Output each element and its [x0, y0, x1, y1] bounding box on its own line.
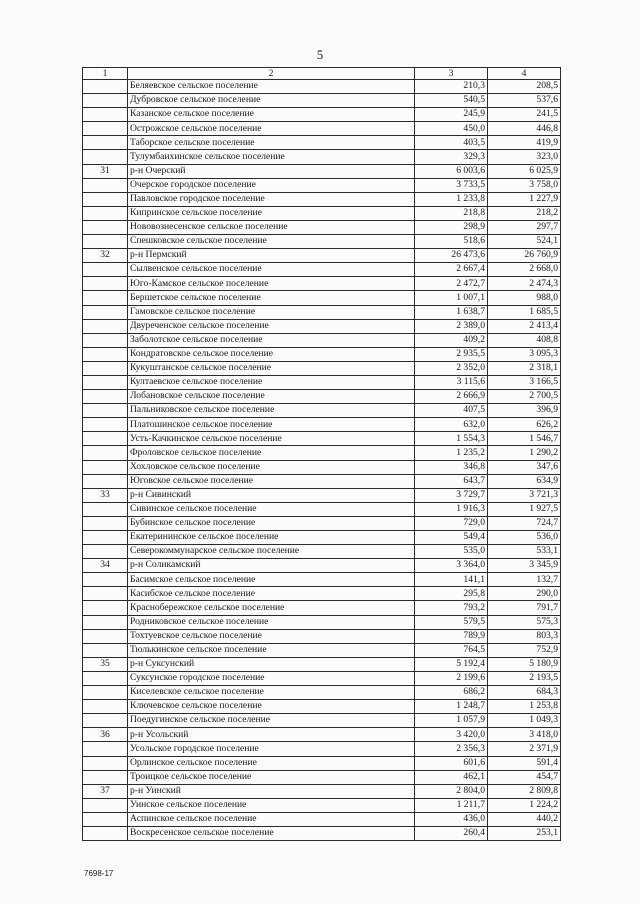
settlement-name: Поедугинское сельское поселение	[128, 714, 415, 728]
header-col-4: 4	[488, 68, 561, 80]
settlement-name: р-н Соликамский	[128, 559, 415, 573]
value-col-3: 729,0	[415, 516, 488, 530]
row-number	[83, 390, 128, 404]
table-row	[83, 474, 561, 488]
value-col-4: 290,0	[488, 587, 561, 601]
row-number	[83, 742, 128, 756]
table-row	[83, 333, 561, 347]
row-number	[83, 94, 128, 108]
value-col-3: 1 057,9	[415, 714, 488, 728]
value-col-4: 5 180,9	[488, 657, 561, 671]
row-number: 37	[83, 784, 128, 798]
value-col-3: 1 916,3	[415, 502, 488, 516]
value-col-4: 3 166,5	[488, 375, 561, 389]
value-col-4: 3 721,3	[488, 488, 561, 502]
table-row	[83, 629, 561, 643]
row-number	[83, 826, 128, 840]
settlement-name: Екатерининское сельское поселение	[128, 531, 415, 545]
table-row	[83, 235, 561, 249]
row-number	[83, 700, 128, 714]
value-col-4: 575,3	[488, 615, 561, 629]
settlement-name: Северокоммунарское сельское поселение	[128, 545, 415, 559]
table-row	[83, 361, 561, 375]
row-number: 32	[83, 249, 128, 263]
row-number	[83, 192, 128, 206]
value-col-3: 2 804,0	[415, 784, 488, 798]
value-col-4: 533,1	[488, 545, 561, 559]
value-col-3: 2 667,4	[415, 263, 488, 277]
settlement-name: Орлинское сельское поселение	[128, 756, 415, 770]
row-number	[83, 686, 128, 700]
table-row	[83, 657, 561, 671]
row-number	[83, 277, 128, 291]
settlement-name: Двуреченское сельское поселение	[128, 319, 415, 333]
settlement-name: Очерское городское поселение	[128, 178, 415, 192]
table-row	[83, 826, 561, 840]
settlement-name: Воскресенское сельское поселение	[128, 826, 415, 840]
value-col-4: 2 318,1	[488, 361, 561, 375]
value-col-3: 6 003,6	[415, 164, 488, 178]
value-col-4: 2 474,3	[488, 277, 561, 291]
value-col-3: 1 007,1	[415, 291, 488, 305]
settlement-name: Нововознесенское сельское поселение	[128, 220, 415, 234]
table-row	[83, 277, 561, 291]
value-col-3: 450,0	[415, 122, 488, 136]
table-row	[83, 756, 561, 770]
value-col-4: 2 413,4	[488, 319, 561, 333]
table-row	[83, 80, 561, 94]
row-number: 33	[83, 488, 128, 502]
row-number	[83, 756, 128, 770]
value-col-3: 141,1	[415, 573, 488, 587]
value-col-3: 407,5	[415, 404, 488, 418]
value-col-4: 988,0	[488, 291, 561, 305]
value-col-3: 26 473,6	[415, 249, 488, 263]
table-row	[83, 136, 561, 150]
value-col-4: 2 371,9	[488, 742, 561, 756]
table-row	[83, 812, 561, 826]
value-col-4: 347,6	[488, 460, 561, 474]
value-col-3: 643,7	[415, 474, 488, 488]
table-row	[83, 601, 561, 615]
header-col-3: 3	[415, 68, 488, 80]
table-row	[83, 742, 561, 756]
table-row	[83, 559, 561, 573]
settlement-name: р-н Сивинский	[128, 488, 415, 502]
table-row	[83, 432, 561, 446]
row-number	[83, 263, 128, 277]
row-number	[83, 418, 128, 432]
value-col-3: 686,2	[415, 686, 488, 700]
settlement-name: Кукуштанское сельское поселение	[128, 361, 415, 375]
value-col-4: 241,5	[488, 108, 561, 122]
row-number	[83, 601, 128, 615]
header-col-1: 1	[83, 68, 128, 80]
value-col-3: 298,9	[415, 220, 488, 234]
value-col-3: 2 389,0	[415, 319, 488, 333]
row-number	[83, 136, 128, 150]
table-row	[83, 671, 561, 685]
row-number	[83, 319, 128, 333]
row-number: 31	[83, 164, 128, 178]
value-col-3: 1 233,8	[415, 192, 488, 206]
table-row	[83, 643, 561, 657]
table-row	[83, 164, 561, 178]
value-col-3: 2 935,5	[415, 347, 488, 361]
settlement-name: Тюлькинское сельское поселение	[128, 643, 415, 657]
row-number	[83, 502, 128, 516]
table-row	[83, 446, 561, 460]
settlement-name: Гамовское сельское поселение	[128, 305, 415, 319]
value-col-3: 5 192,4	[415, 657, 488, 671]
value-col-4: 1 546,7	[488, 432, 561, 446]
value-col-3: 462,1	[415, 770, 488, 784]
table-header-row	[83, 68, 561, 80]
settlement-name: Казанское сельское поселение	[128, 108, 415, 122]
table-row	[83, 418, 561, 432]
value-col-3: 1 211,7	[415, 798, 488, 812]
row-number	[83, 108, 128, 122]
row-number: 35	[83, 657, 128, 671]
value-col-3: 2 666,9	[415, 390, 488, 404]
row-number	[83, 531, 128, 545]
row-number	[83, 122, 128, 136]
table-row	[83, 291, 561, 305]
value-col-3: 789,9	[415, 629, 488, 643]
value-col-4: 684,3	[488, 686, 561, 700]
value-col-4: 1 927,5	[488, 502, 561, 516]
value-col-4: 634,9	[488, 474, 561, 488]
row-number	[83, 770, 128, 784]
settlement-name: Родниковское сельское поселение	[128, 615, 415, 629]
row-number	[83, 235, 128, 249]
row-number	[83, 432, 128, 446]
value-col-3: 295,8	[415, 587, 488, 601]
table-row	[83, 347, 561, 361]
row-number	[83, 178, 128, 192]
settlement-name: р-н Уинский	[128, 784, 415, 798]
value-col-4: 218,2	[488, 206, 561, 220]
value-col-3: 329,3	[415, 150, 488, 164]
header-col-2: 2	[128, 68, 415, 80]
value-col-4: 2 700,5	[488, 390, 561, 404]
value-col-3: 245,9	[415, 108, 488, 122]
value-col-4: 297,7	[488, 220, 561, 234]
value-col-3: 1 248,7	[415, 700, 488, 714]
settlements-table	[82, 67, 561, 841]
value-col-4: 253,1	[488, 826, 561, 840]
value-col-4: 1 049,3	[488, 714, 561, 728]
settlement-name: Краснобережское сельское поселение	[128, 601, 415, 615]
table-row	[83, 375, 561, 389]
value-col-4: 3 418,0	[488, 728, 561, 742]
table-row	[83, 192, 561, 206]
table-row	[83, 488, 561, 502]
settlement-name: Бершетское сельское поселение	[128, 291, 415, 305]
value-col-3: 518,6	[415, 235, 488, 249]
row-number	[83, 150, 128, 164]
table-row	[83, 516, 561, 530]
settlement-name: Кондратовское сельское поселение	[128, 347, 415, 361]
settlement-name: Усть-Качкинское сельское поселение	[128, 432, 415, 446]
table-row	[83, 587, 561, 601]
settlement-name: Басимское сельское поселение	[128, 573, 415, 587]
value-col-4: 1 290,2	[488, 446, 561, 460]
settlement-name: Фроловское сельское поселение	[128, 446, 415, 460]
settlement-name: Кипринское сельское поселение	[128, 206, 415, 220]
row-number: 36	[83, 728, 128, 742]
settlement-name: Ключевское сельское поселение	[128, 700, 415, 714]
value-col-4: 537,6	[488, 94, 561, 108]
row-number	[83, 615, 128, 629]
value-col-3: 436,0	[415, 812, 488, 826]
row-number	[83, 714, 128, 728]
value-col-4: 446,8	[488, 122, 561, 136]
value-col-4: 26 760,9	[488, 249, 561, 263]
table-row	[83, 798, 561, 812]
value-col-3: 1 554,3	[415, 432, 488, 446]
table-row	[83, 206, 561, 220]
settlement-name: Сылвенское сельское поселение	[128, 263, 415, 277]
value-col-4: 3 345,9	[488, 559, 561, 573]
settlement-name: Тулумбаихинское сельское поселение	[128, 150, 415, 164]
value-col-3: 632,0	[415, 418, 488, 432]
value-col-3: 535,0	[415, 545, 488, 559]
table-row	[83, 784, 561, 798]
table-row	[83, 728, 561, 742]
settlement-name: Киселевское сельское поселение	[128, 686, 415, 700]
settlement-name: Юго-Камское сельское поселение	[128, 277, 415, 291]
row-number	[83, 80, 128, 94]
value-col-4: 132,7	[488, 573, 561, 587]
value-col-4: 536,0	[488, 531, 561, 545]
value-col-3: 409,2	[415, 333, 488, 347]
value-col-4: 396,9	[488, 404, 561, 418]
value-col-3: 764,5	[415, 643, 488, 657]
settlement-name: Платошинское сельское поселение	[128, 418, 415, 432]
settlement-name: Бубинское сельское поселение	[128, 516, 415, 530]
settlement-name: Сивинское сельское поселение	[128, 502, 415, 516]
value-col-3: 1 235,2	[415, 446, 488, 460]
table-row	[83, 404, 561, 418]
row-number	[83, 573, 128, 587]
row-number	[83, 460, 128, 474]
value-col-3: 540,5	[415, 94, 488, 108]
page-number: 5	[316, 47, 324, 62]
table-row	[83, 460, 561, 474]
value-col-3: 3 733,5	[415, 178, 488, 192]
value-col-4: 2 193,5	[488, 671, 561, 685]
table-row	[83, 178, 561, 192]
settlement-name: Заболотское сельское поселение	[128, 333, 415, 347]
value-col-4: 454,7	[488, 770, 561, 784]
settlement-name: р-н Пермский	[128, 249, 415, 263]
table-row	[83, 502, 561, 516]
table-row	[83, 249, 561, 263]
settlement-name: Павловское городское поселение	[128, 192, 415, 206]
value-col-3: 210,3	[415, 80, 488, 94]
table-row	[83, 531, 561, 545]
settlement-name: Спешковское сельское поселение	[128, 235, 415, 249]
value-col-3: 260,4	[415, 826, 488, 840]
table-row	[83, 263, 561, 277]
table-row	[83, 686, 561, 700]
value-col-3: 2 199,6	[415, 671, 488, 685]
value-col-4: 724,7	[488, 516, 561, 530]
settlement-name: Острожское сельское поселение	[128, 122, 415, 136]
table-row	[83, 150, 561, 164]
value-col-3: 403,5	[415, 136, 488, 150]
table-row	[83, 94, 561, 108]
row-number	[83, 671, 128, 685]
table-row	[83, 305, 561, 319]
value-col-3: 1 638,7	[415, 305, 488, 319]
settlement-name: Суксунское городское поселение	[128, 671, 415, 685]
table-row	[83, 390, 561, 404]
settlement-name: Беляевское сельское поселение	[128, 80, 415, 94]
value-col-3: 793,2	[415, 601, 488, 615]
table-row	[83, 319, 561, 333]
row-number	[83, 446, 128, 460]
value-col-4: 1 685,5	[488, 305, 561, 319]
value-col-4: 2 668,0	[488, 263, 561, 277]
value-col-4: 591,4	[488, 756, 561, 770]
row-number	[83, 516, 128, 530]
value-col-4: 208,5	[488, 80, 561, 94]
row-number	[83, 347, 128, 361]
value-col-3: 218,8	[415, 206, 488, 220]
settlement-name: Аспинское сельское поселение	[128, 812, 415, 826]
settlement-name: Троицкое сельское поселение	[128, 770, 415, 784]
value-col-3: 3 420,0	[415, 728, 488, 742]
value-col-4: 626,2	[488, 418, 561, 432]
settlement-name: р-н Очерский	[128, 164, 415, 178]
value-col-4: 524,1	[488, 235, 561, 249]
table-row	[83, 545, 561, 559]
value-col-4: 6 025,9	[488, 164, 561, 178]
settlement-name: Дубровское сельское поселение	[128, 94, 415, 108]
value-col-3: 579,5	[415, 615, 488, 629]
value-col-4: 1 224,2	[488, 798, 561, 812]
row-number	[83, 545, 128, 559]
value-col-3: 3 115,6	[415, 375, 488, 389]
settlement-name: Усольское городское поселение	[128, 742, 415, 756]
value-col-3: 3 729,7	[415, 488, 488, 502]
row-number	[83, 812, 128, 826]
settlement-name: Таборское сельское поселение	[128, 136, 415, 150]
value-col-4: 3 095,3	[488, 347, 561, 361]
value-col-4: 2 809,8	[488, 784, 561, 798]
table-row	[83, 714, 561, 728]
value-col-3: 346,8	[415, 460, 488, 474]
value-col-4: 440,2	[488, 812, 561, 826]
row-number	[83, 404, 128, 418]
settlement-name: Хохловское сельское поселение	[128, 460, 415, 474]
row-number	[83, 291, 128, 305]
table-row	[83, 615, 561, 629]
settlement-name: р-н Усольский	[128, 728, 415, 742]
settlement-name: Лобановское сельское поселение	[128, 390, 415, 404]
row-number	[83, 629, 128, 643]
settlement-name: р-н Суксунский	[128, 657, 415, 671]
row-number	[83, 206, 128, 220]
value-col-3: 601,6	[415, 756, 488, 770]
table-row	[83, 573, 561, 587]
row-number	[83, 375, 128, 389]
settlement-name: Култаевское сельское поселение	[128, 375, 415, 389]
settlement-name: Тохтуевское сельское поселение	[128, 629, 415, 643]
row-number	[83, 333, 128, 347]
value-col-3: 2 352,0	[415, 361, 488, 375]
row-number	[83, 361, 128, 375]
table-row	[83, 108, 561, 122]
value-col-3: 2 472,7	[415, 277, 488, 291]
value-col-4: 419,9	[488, 136, 561, 150]
value-col-4: 408,8	[488, 333, 561, 347]
row-number	[83, 798, 128, 812]
value-col-4: 1 253,8	[488, 700, 561, 714]
settlement-name: Уинское сельское поселение	[128, 798, 415, 812]
table-row	[83, 220, 561, 234]
value-col-4: 791,7	[488, 601, 561, 615]
table-row	[83, 122, 561, 136]
settlement-name: Касибское сельское поселение	[128, 587, 415, 601]
value-col-3: 2 356,3	[415, 742, 488, 756]
value-col-4: 752,9	[488, 643, 561, 657]
value-col-3: 3 364,0	[415, 559, 488, 573]
document-code: 7698-17	[84, 869, 114, 878]
row-number	[83, 220, 128, 234]
settlement-name: Пальниковское сельское поселение	[128, 404, 415, 418]
value-col-3: 549,4	[415, 531, 488, 545]
value-col-4: 803,3	[488, 629, 561, 643]
row-number	[83, 474, 128, 488]
value-col-4: 323,0	[488, 150, 561, 164]
settlement-name: Юговское сельское поселение	[128, 474, 415, 488]
row-number	[83, 305, 128, 319]
table-row	[83, 770, 561, 784]
value-col-4: 1 227,9	[488, 192, 561, 206]
value-col-4: 3 758,0	[488, 178, 561, 192]
row-number	[83, 587, 128, 601]
row-number: 34	[83, 559, 128, 573]
row-number	[83, 643, 128, 657]
table-row	[83, 700, 561, 714]
